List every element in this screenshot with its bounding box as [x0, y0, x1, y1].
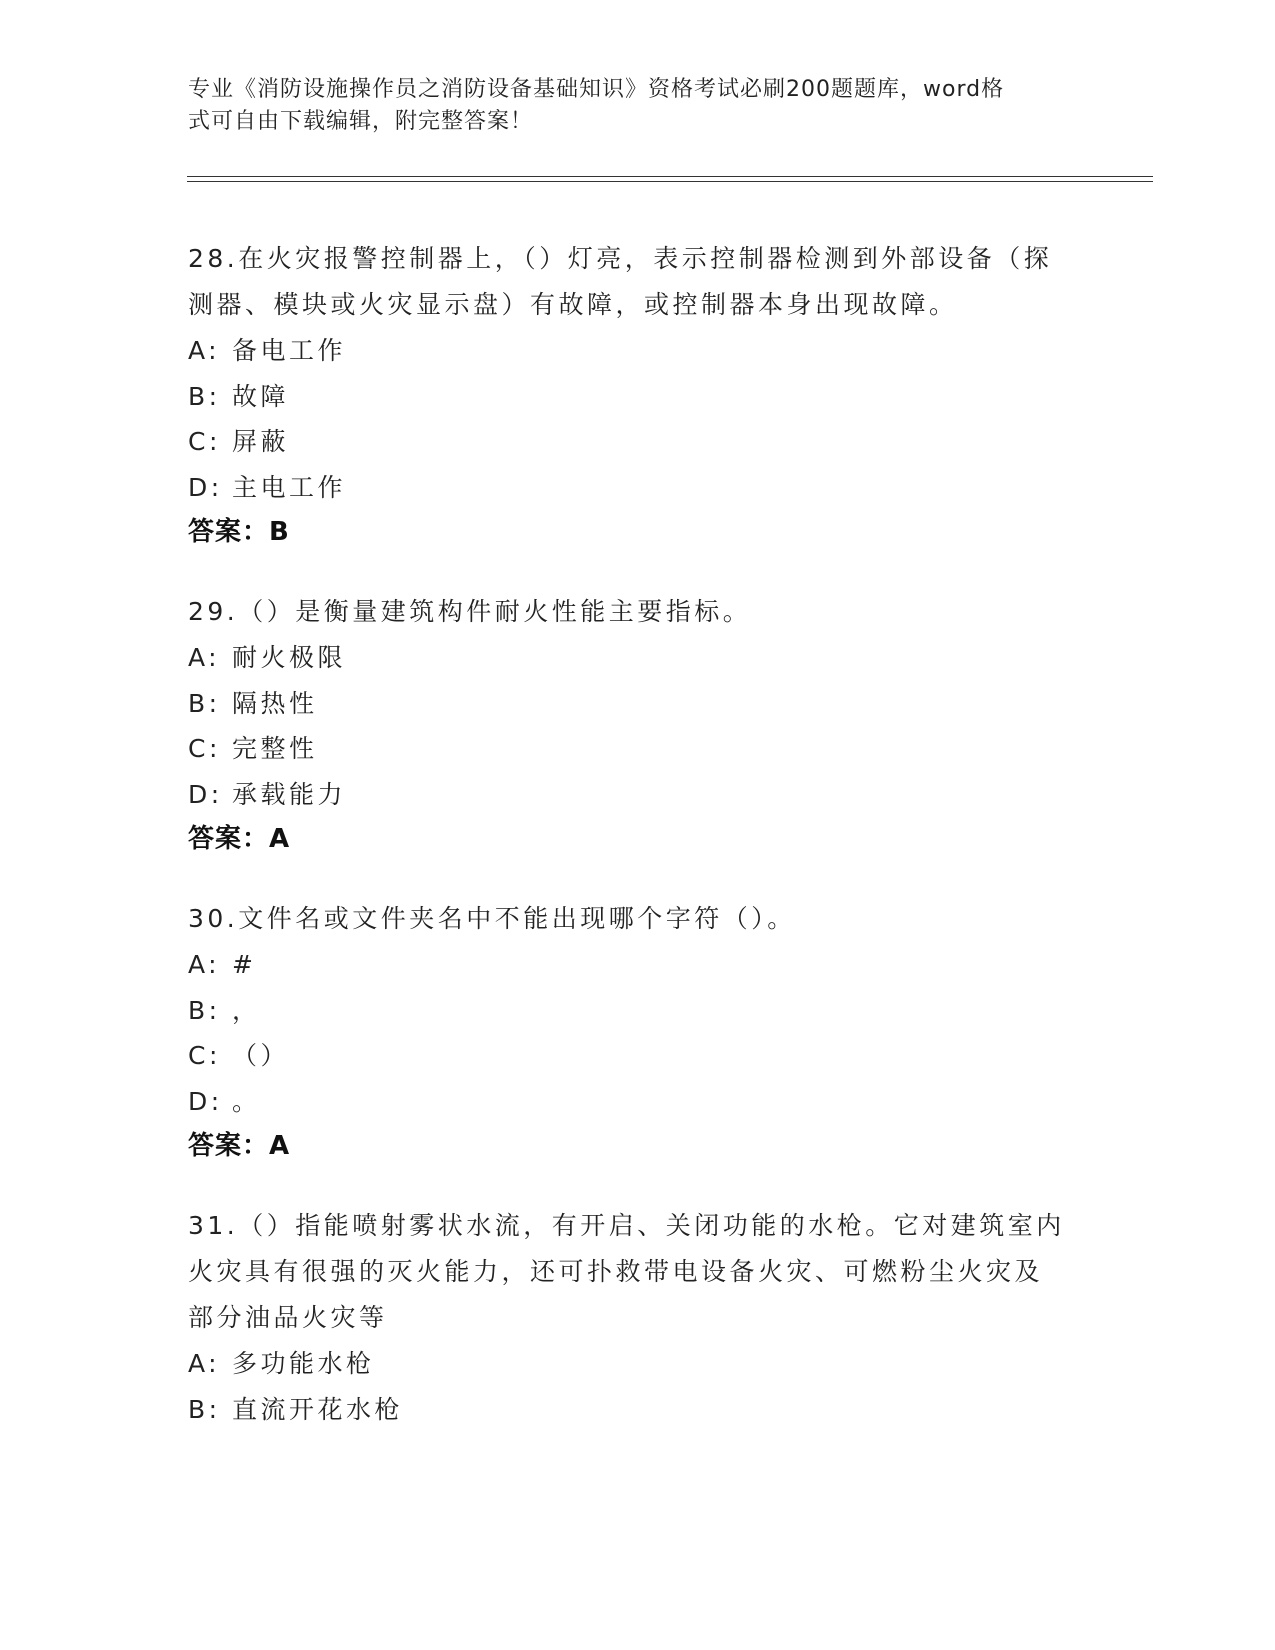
- question-28: [188, 236, 1088, 555]
- option-b: [188, 374, 1088, 420]
- option-letter: B:: [188, 381, 221, 411]
- option-b: [188, 681, 1088, 727]
- option-letter: B:: [188, 995, 221, 1025]
- option-letter: D:: [188, 472, 223, 502]
- document-header: [188, 74, 1068, 138]
- option-text: ，: [232, 995, 261, 1025]
- question-text-line: 火灾具有很强的灭火能力，还可扑救带电设备火灾、可燃粉尘火灾及: [188, 1257, 1044, 1286]
- question-text-line: 31.（）指能喷射雾状水流，有开启、关闭功能的水枪。它对建筑室内: [188, 1211, 1065, 1240]
- option-b: [188, 1387, 1088, 1433]
- option-b: [188, 988, 1088, 1034]
- answer-label: 答案：A: [188, 1131, 291, 1161]
- option-text: #: [232, 950, 257, 979]
- option-d: [188, 465, 1088, 511]
- option-text: 直流开花水枪: [232, 1394, 404, 1424]
- answer-label: 答案：B: [188, 517, 290, 547]
- header-line-2: 式可自由下载编辑，附完整答案！: [188, 109, 534, 134]
- header-divider-bottom: [187, 181, 1153, 182]
- question-30: [188, 896, 1088, 1169]
- option-text: （）: [232, 1041, 290, 1070]
- option-letter: A:: [188, 336, 221, 365]
- option-text: 故障: [232, 381, 290, 411]
- option-a: [188, 1341, 1088, 1387]
- option-letter: C:: [188, 1041, 221, 1070]
- option-text: 多功能水枪: [232, 1349, 375, 1378]
- question-29: [188, 589, 1088, 862]
- option-text: 。: [232, 1086, 261, 1116]
- question-text-line: 部分油品火灾等: [188, 1303, 388, 1332]
- option-c: [188, 1033, 1088, 1079]
- header-divider-top: [187, 176, 1153, 177]
- option-a: [188, 328, 1088, 374]
- question-text-line: 30.文件名或文件夹名中不能出现哪个字符（）。: [188, 904, 796, 933]
- option-c: [188, 726, 1088, 772]
- option-d: [188, 772, 1088, 818]
- option-a: [188, 635, 1088, 681]
- option-text: 屏蔽: [232, 427, 290, 456]
- question-31: [188, 1203, 1088, 1432]
- option-letter: A:: [188, 643, 221, 672]
- option-c: [188, 419, 1088, 465]
- option-letter: D:: [188, 779, 223, 809]
- option-letter: C:: [188, 427, 221, 456]
- option-text: 耐火极限: [232, 643, 347, 672]
- option-letter: A:: [188, 950, 221, 979]
- option-text: 完整性: [232, 734, 318, 763]
- option-letter: B:: [188, 688, 221, 718]
- question-text-line: 测器、模块或火灾显示盘）有故障，或控制器本身出现故障。: [188, 290, 958, 319]
- option-text: 承载能力: [232, 779, 347, 809]
- option-letter: A:: [188, 1349, 221, 1378]
- option-a: [188, 942, 1088, 988]
- option-text: 主电工作: [232, 472, 347, 502]
- option-text: 备电工作: [232, 336, 347, 365]
- question-list: [188, 236, 1088, 1466]
- question-text-line: 28.在火灾报警控制器上，（）灯亮，表示控制器检测到外部设备（探: [188, 244, 1053, 273]
- option-letter: D:: [188, 1086, 223, 1116]
- option-text: 隔热性: [232, 688, 318, 718]
- header-line-1: 专业《消防设施操作员之消防设备基础知识》资格考试必刷200题题库，word格: [188, 77, 1005, 102]
- option-letter: C:: [188, 734, 221, 763]
- answer-label: 答案：A: [188, 824, 291, 854]
- option-d: [188, 1079, 1088, 1125]
- option-letter: B:: [188, 1394, 221, 1424]
- question-text-line: 29.（）是衡量建筑构件耐火性能主要指标。: [188, 597, 752, 626]
